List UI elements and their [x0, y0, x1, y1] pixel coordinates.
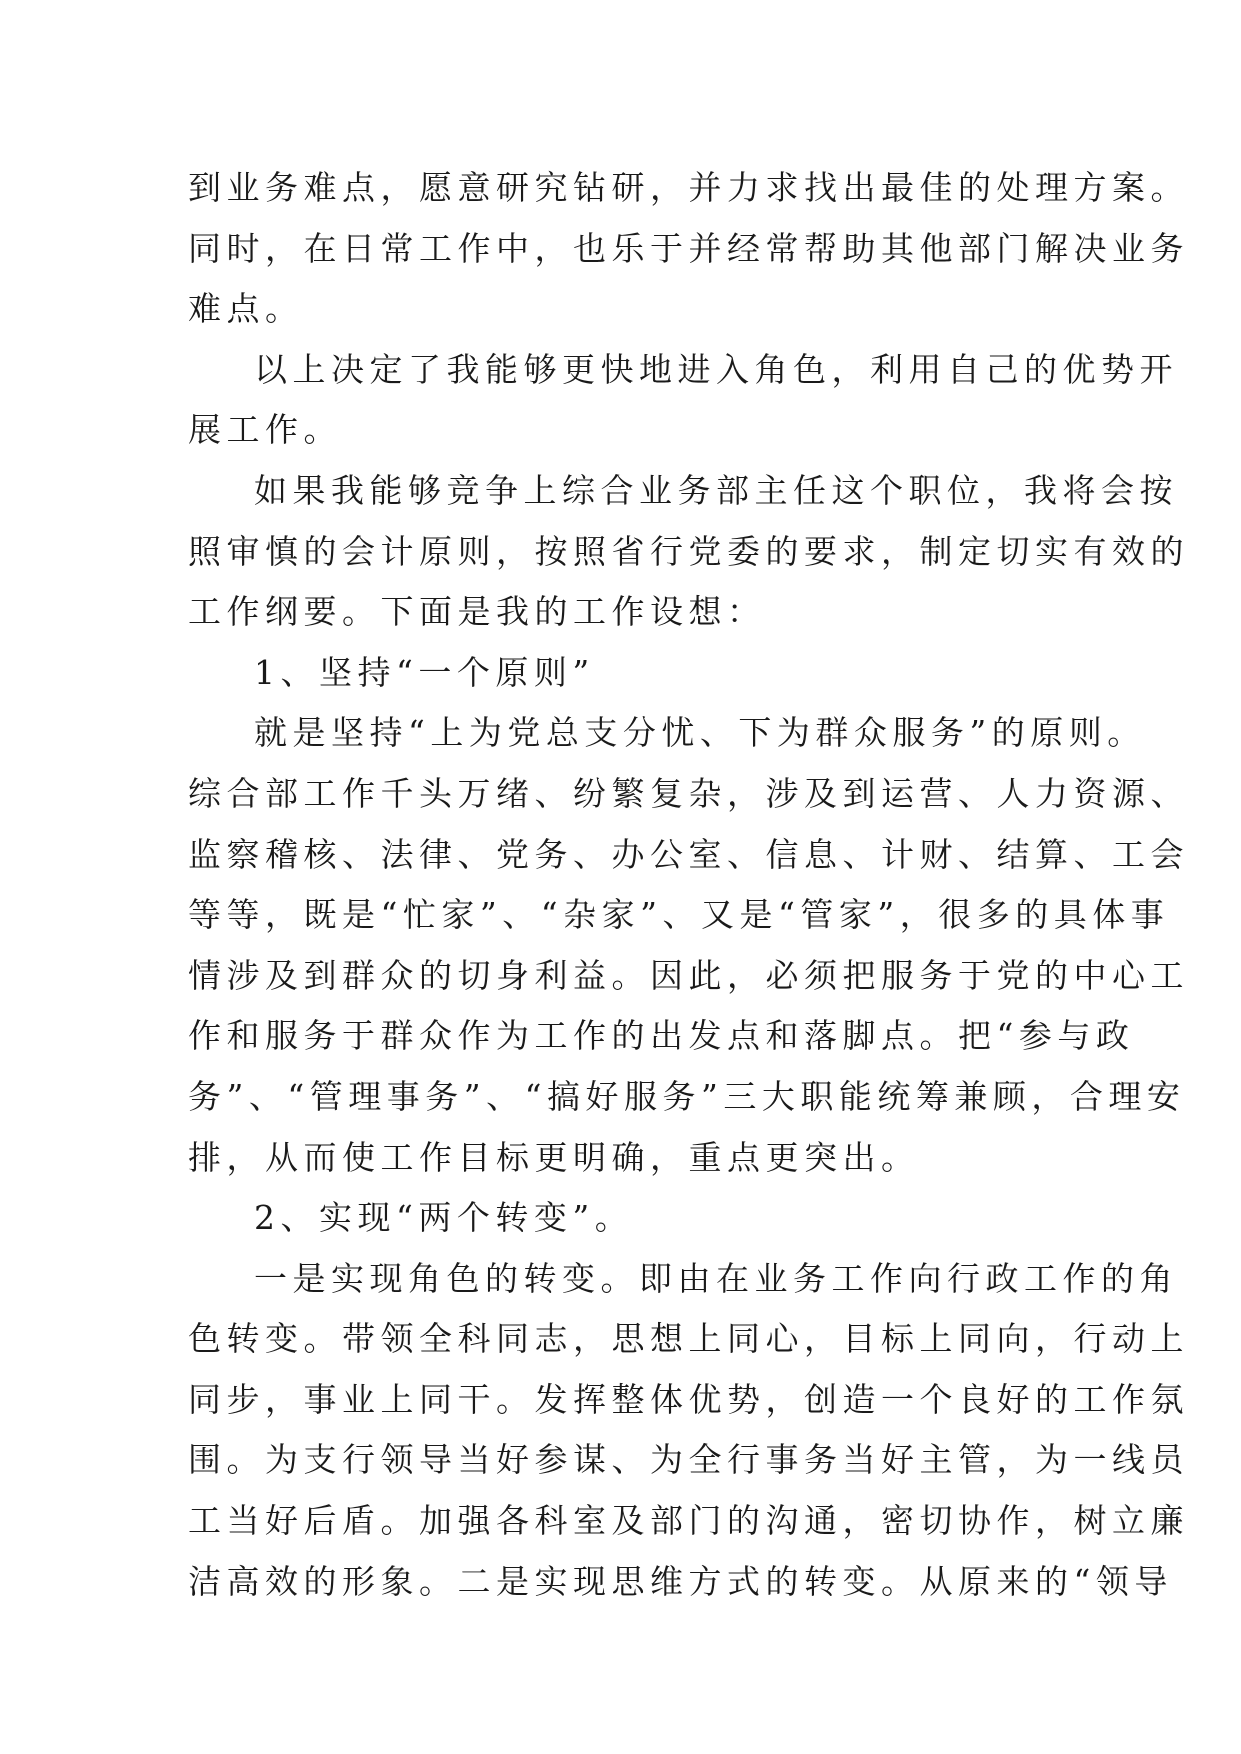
text-line: 同步，事业上同干。发挥整体优势，创造一个良好的工作氛 — [188, 1379, 1189, 1419]
text-line: 工当好后盾。加强各科室及部门的沟通，密切协作，树立廉 — [188, 1501, 1189, 1541]
text-line: 排，从而使工作目标更明确，重点更突出。 — [188, 1137, 920, 1177]
text-line: 围。为支行领导当好参谋、为全行事务当好主管，为一线员 — [188, 1440, 1189, 1480]
section-heading: 2、实现“两个转变”。 — [254, 1198, 634, 1238]
text-line: 色转变。带领全科同志，思想上同心，目标上同向，行动上 — [188, 1319, 1189, 1359]
text-line: 一是实现角色的转变。即由在业务工作向行政工作的角 — [254, 1258, 1178, 1298]
text-line: 到业务难点，愿意研究钻研，并力求找出最佳的处理方案。 — [188, 168, 1189, 207]
text-line: 监察稽核、法律、党务、办公室、信息、计财、结算、工会 — [188, 834, 1189, 874]
text-line: 洁高效的形象。二是实现思维方式的转变。从原来的“领导 — [188, 1561, 1173, 1601]
text-line: 情涉及到群众的切身利益。因此，必须把服务于党的中心工 — [188, 955, 1189, 995]
text-line: 难点。 — [188, 289, 304, 329]
text-line: 就是坚持“上为党总支分忧、下为群众服务”的原则。 — [254, 713, 1146, 753]
text-line: 展工作。 — [188, 410, 342, 450]
text-line: 如果我能够竞争上综合业务部主任这个职位，我将会按 — [254, 470, 1178, 510]
text-line: 作和服务于群众作为工作的出发点和落脚点。把“参与政 — [188, 1016, 1135, 1056]
text-line: 综合部工作千头万绪、纷繁复杂，涉及到运营、人力资源、 — [188, 773, 1189, 813]
text-line: 照审慎的会计原则，按照省行党委的要求，制定切实有效的 — [188, 531, 1189, 571]
body-text — [188, 158, 1189, 1612]
text-line: 等等，既是“忙家”、“杂家”、又是“管家”，很多的具体事 — [188, 895, 1170, 935]
text-line: 工作纲要。下面是我的工作设想： — [188, 592, 766, 632]
section-heading: 1、坚持“一个原则” — [254, 652, 595, 692]
text-line: 以上决定了我能够更快地进入角色，利用自己的优势开 — [254, 349, 1178, 389]
text-line: 同时，在日常工作中，也乐于并经常帮助其他部门解决业务 — [188, 228, 1189, 268]
text-line: 务”、“管理事务”、“搞好服务”三大职能统筹兼顾，合理安 — [188, 1076, 1186, 1116]
